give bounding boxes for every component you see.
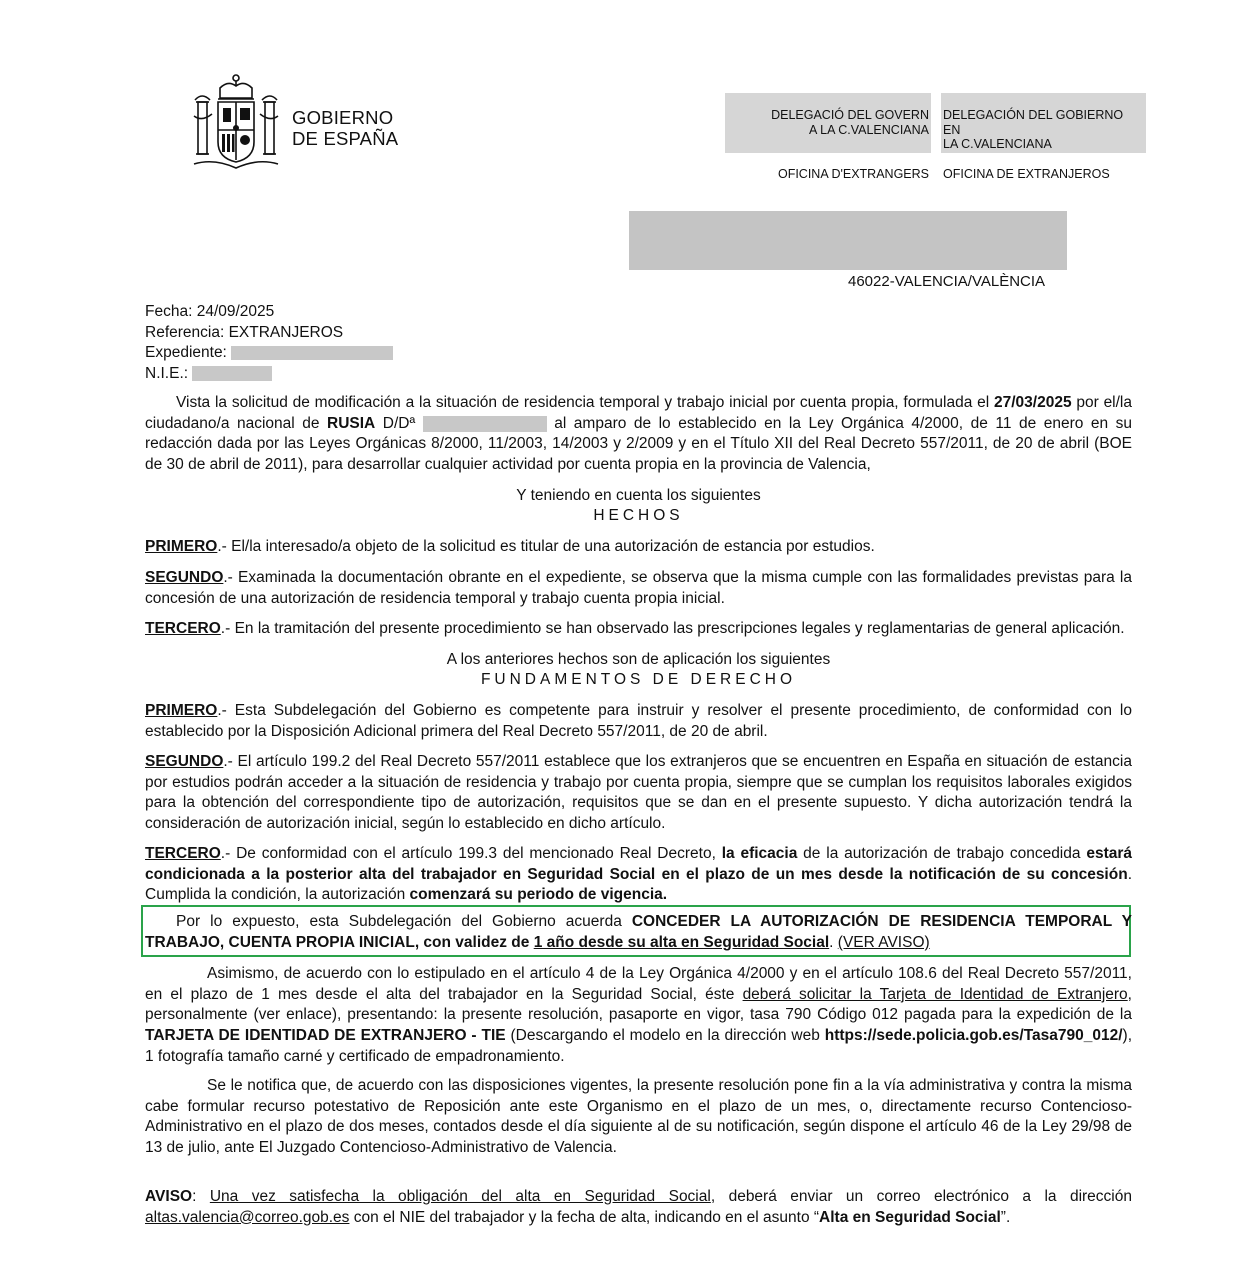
intro-text-4: al amparo de lo establecido en la Ley Orgánica 4/2000, de 11 de enero en su redacción dada por las Leyes Orgánicas 8/2000, 11/2003, 14/2003 y 2/2009 y en el Título XII del Real Decreto 557/2011, de 20 de abril (BOE de 30 de abril de 2011), para desarrollar cualquier actividad por cuenta propia en la provincia de Valencia, — [145, 414, 1132, 474]
office-name-valencian: OFICINA D'EXTRANGERS — [777, 167, 929, 181]
hechos-tercero-text: .- En la tramitación del presente procedimiento se han observado las prescripciones legales y reglamentarias de general aplicación. — [220, 620, 1125, 637]
tie-text-4: ), 1 fotografía tamaño carné y certificado de empadronamiento. — [145, 1027, 1132, 1065]
name-redaction — [423, 416, 547, 432]
tie-text-3: (Descargando el modelo en la dirección web — [505, 1027, 825, 1045]
tie-bold-1: TARJETA DE IDENTIDAD DE EXTRANJERO - TIE — [145, 1027, 506, 1045]
office-name-spanish: OFICINA DE EXTRANJEROS — [943, 167, 1110, 181]
fundamentos-tercero-text-2: de la autorización de trabajo concedida — [797, 845, 1087, 862]
delegation-box-valencian — [725, 93, 931, 153]
aviso-text-2: con el NIE del trabajador y la fecha de alta, indicando en el asunto “ — [349, 1208, 820, 1226]
referencia-label: Referencia: — [145, 323, 225, 341]
expediente-row — [145, 343, 393, 364]
fundamentos-primero-text: .- Esta Subdelegación del Gobierno es competente para instruir y resolver el presente procedimiento, de conformidad con lo establecido por la Disposición Adicional primera del Real Decreto 557/2011, de 20 de abril. — [145, 702, 1132, 740]
expediente-redaction — [231, 346, 393, 360]
redacted-address-box — [629, 211, 1067, 270]
resolution-bold-1: CONCEDER LA AUTORIZACIÓN DE RESIDENCIA TEMPORAL Y TRABAJO, CUENTA PROPIA INICIAL, con validez de — [145, 913, 1132, 951]
delegation-val-line-1: DELEGACIÓ DEL GOVERN — [771, 108, 929, 122]
intro-paragraph — [145, 393, 1132, 476]
fundamentos-primero-label: PRIMERO — [145, 702, 218, 719]
aviso-obligation: Una vez satisfecha la obligación del alta en Seguridad Social — [209, 1188, 711, 1205]
ver-aviso-link[interactable]: (VER AVISO) — [837, 933, 930, 951]
aviso-subject: Alta en Seguridad Social — [819, 1208, 1001, 1226]
aviso-paragraph — [145, 1187, 1132, 1228]
resolution-text-1: Por lo expuesto, esta Subdelegación del Gobierno acuerda — [176, 913, 632, 930]
hechos-primero — [145, 537, 1132, 558]
delegation-es-line-2: LA C.VALENCIANA — [943, 137, 1052, 151]
fundamentos-primero — [145, 701, 1132, 742]
fecha-row — [145, 302, 393, 323]
fundamentos-tercero-text-1: .- De conformidad con el artículo 199.3 del mencionado Real Decreto, — [220, 845, 722, 862]
nie-redaction — [192, 366, 272, 381]
logo-line-1: GOBIERNO — [292, 107, 394, 128]
hechos-segundo-label: SEGUNDO — [145, 569, 224, 586]
aviso-colon: : — [192, 1188, 210, 1205]
resolution-paragraph — [145, 912, 1132, 953]
referencia-row — [145, 323, 393, 344]
logo-line-2: DE ESPAÑA — [292, 128, 399, 149]
fundamentos-tercero-text-3: . Cumplida la condición, la autorización — [145, 865, 1132, 904]
fundamentos-tercero-bold-3: comenzará su periodo de vigencia. — [409, 886, 668, 904]
fecha-value: 24/09/2025 — [196, 303, 275, 320]
expediente-label: Expediente: — [145, 344, 227, 362]
delegation-es-line-1: DELEGACIÓN DEL GOBIERNO EN — [943, 108, 1124, 137]
resolution-validity: 1 año desde su alta en Seguridad Social — [533, 933, 830, 951]
tie-request-link[interactable]: deberá solicitar la Tarjeta de Identidad de Extranjero — [742, 985, 1128, 1003]
resolution-text-2: . — [829, 933, 838, 951]
aviso-label: AVISO — [145, 1188, 193, 1205]
government-logo-text — [292, 107, 398, 149]
nie-label: N.I.E.: — [145, 364, 189, 382]
nie-row — [145, 364, 393, 385]
tasa-url: https://sede.policia.gob.es/Tasa790_012/ — [824, 1027, 1123, 1045]
delegation-val-line-2: A LA C.VALENCIANA — [809, 122, 929, 137]
hechos-tercero — [145, 619, 1132, 640]
postal-city: 46022-VALENCIA/VALÈNCIA — [848, 273, 1046, 290]
hechos-segundo — [145, 568, 1132, 609]
delegation-box-spanish — [941, 93, 1146, 153]
nationality: RUSIA — [327, 414, 376, 432]
intro-text-3: D/Dª — [375, 414, 423, 432]
tie-paragraph — [145, 964, 1132, 1068]
fundamentos-tercero-bold-2: estará condicionada a la posterior alta del trabajador en Seguridad Social en el plazo de un mes desde la notificación de su concesión — [145, 845, 1133, 883]
hechos-lead: Y teniendo en cuenta los siguientes — [516, 487, 761, 504]
fundamentos-segundo — [145, 752, 1132, 835]
reference-block — [145, 302, 393, 384]
application-date: 27/03/2025 — [994, 394, 1072, 411]
intro-text-1: Vista la solicitud de modificación a la situación de residencia temporal y trabajo inicial por cuenta propia, formulada el — [176, 394, 994, 411]
fundamentos-tercero — [145, 844, 1132, 906]
fundamentos-heading: FUNDAMENTOS DE DERECHO — [480, 671, 797, 688]
hechos-primero-label: PRIMERO — [145, 538, 218, 555]
hechos-tercero-label: TERCERO — [145, 620, 221, 637]
fundamentos-tercero-label: TERCERO — [145, 845, 221, 862]
notice-paragraph: Se le notifica que, de acuerdo con las disposiciones vigentes, la presente resolución pone fin a la vía administrativa y contra la misma cabe formular recurso potestativo de Reposición ante este Organismo en el plazo de un mes, o, directamente recurso Contencioso-Administrativo en el plazo de dos meses, contados desde el día siguiente al de su notificación, según dispone el artículo 46 de la Ley 29/98 de 13 de julio, ante El Juzgado Contencioso-Administrativo de Valencia. — [145, 1077, 1132, 1157]
referencia-value: EXTRANJEROS — [228, 323, 344, 341]
fecha-label: Fecha: — [145, 303, 193, 320]
fundamentos-segundo-text: .- El artículo 199.2 del Real Decreto 557/2011 establece que los extranjeros que se encuentren en España en situación de estancia por estudios podrán acceder a la situación de residencia y trabajo por cuenta propia, siempre que se cumplan los requisitos laborales exigidos para la obtención del correspondiente tipo de autorización, requisitos que se dan en el presente supuesto. Y dicha autorización tendrá la consideración de autorización inicial, según lo establecido en dicho artículo. — [145, 753, 1132, 833]
fundamentos-segundo-label: SEGUNDO — [145, 753, 224, 770]
aviso-text-1: , deberá enviar un correo electrónico a la dirección — [710, 1188, 1132, 1205]
tie-text-2: , personalmente (ver enlace), presentando: la presente resolución, pasaporte en vigor, tasa 790 Código 012 pagada para la expedición de la — [145, 985, 1132, 1024]
fundamentos-tercero-bold-1: la eficacia — [721, 845, 798, 862]
hechos-heading: HECHOS — [593, 507, 684, 524]
intro-text-2: por el/la ciudadano/a nacional de — [145, 394, 1133, 432]
fundamentos-lead: A los anteriores hechos son de aplicación los siguientes — [446, 651, 831, 668]
tie-text-1: Asimismo, de acuerdo con lo estipulado en el artículo 4 de la Ley Orgánica 4/2000 y en el artículo 108.6 del Real Decreto 557/2011, en el plazo de 1 mes desde el alta del trabajador en la Seguridad Social, éste — [145, 965, 1132, 1003]
hechos-segundo-text: .- Examinada la documentación obrante en el expediente, se observa que la misma cumple con las formalidades previstas para la concesión de una autorización de residencia temporal y trabajo cuenta propia inicial. — [145, 569, 1132, 607]
email-link[interactable]: altas.valencia@correo.gob.es — [145, 1208, 350, 1226]
aviso-text-3: ”. — [1000, 1208, 1011, 1226]
coat-of-arms-icon — [190, 72, 282, 172]
hechos-primero-text: .- El/la interesado/a objeto de la solicitud es titular de una autorización de estancia por estudios. — [217, 538, 875, 555]
